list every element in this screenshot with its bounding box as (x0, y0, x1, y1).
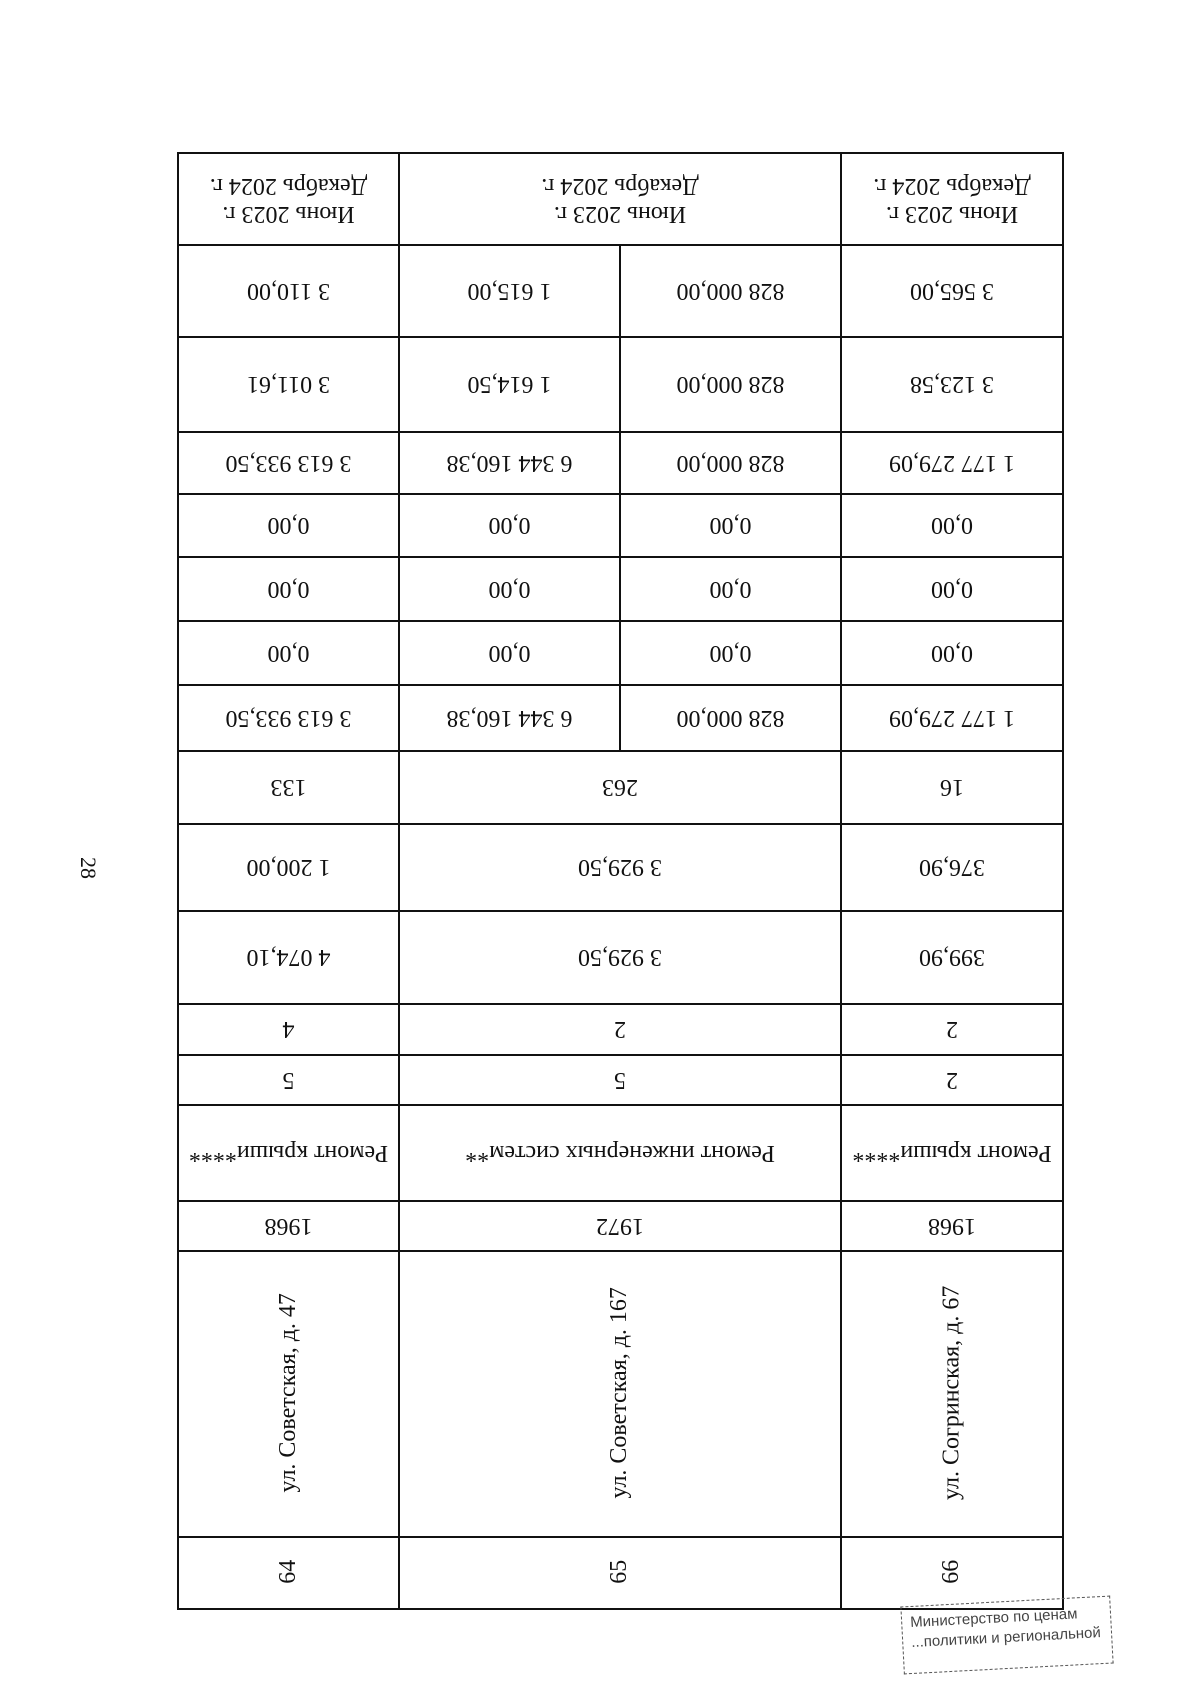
cell-value: 0,00 (488, 512, 531, 539)
cell-value: 1 615,00 (467, 277, 552, 304)
cell-value: 0,00 (931, 575, 973, 602)
year-built: 1968 (264, 1212, 313, 1239)
cell-value: 2 (946, 1066, 958, 1093)
address-cell (842, 1250, 1062, 1536)
cell-value: 3 929,50 (578, 944, 662, 971)
year-built: 1972 (596, 1212, 644, 1239)
cell-value: 1 614,50 (467, 371, 552, 398)
cell-value: 16 (940, 774, 964, 801)
cell-value: 3 613 933,50 (225, 704, 352, 731)
cell-value: 0,00 (931, 639, 973, 666)
cell-value: 0,00 (488, 639, 531, 666)
stamp-line1: Министерство по ценам (909, 1605, 1078, 1632)
cell-value: 133 (270, 774, 307, 801)
cell-value: 5 (282, 1066, 295, 1093)
period-line1: Июнь 2023 г. (885, 200, 1019, 227)
cell-value: 0,00 (267, 639, 310, 666)
stamp-line2: ...политики и региональной (910, 1623, 1102, 1651)
cell-value: 1 177 279,09 (889, 449, 1015, 476)
ministry-stamp (900, 1596, 1113, 1675)
cell-value: 1 200,00 (246, 854, 331, 881)
address: ул. Советская, д. 47 (274, 1293, 301, 1493)
cell-value: 4 074,10 (246, 944, 331, 971)
cell-value: 3 613 933,50 (225, 449, 352, 476)
cell-value: 3 110,00 (246, 277, 331, 304)
data-table (177, 152, 1064, 1610)
address-cell (179, 1250, 398, 1536)
cell-value: 3 565,00 (910, 277, 994, 304)
cell-value: 4 (282, 1016, 295, 1043)
cell-value: 828 000,00 (676, 704, 785, 731)
cell-value: 2 (614, 1016, 626, 1043)
period-cell (400, 154, 840, 244)
cell-value: 0,00 (709, 512, 752, 539)
cell-value: 376,90 (919, 854, 985, 881)
work-type: Ремонт крыши**** (852, 1139, 1052, 1166)
address-cell (400, 1250, 840, 1536)
cell-value: 6 344 160,38 (446, 704, 573, 731)
cell-value: 6 344 160,38 (446, 449, 573, 476)
page-number: 28 (76, 857, 101, 879)
cell-value: 0,00 (709, 639, 752, 666)
cell-value: 828 000,00 (676, 449, 785, 476)
period-cell (842, 154, 1062, 244)
work-type: Ремонт крыши**** (188, 1139, 389, 1166)
address: ул. Согринская, д. 67 (938, 1285, 965, 1501)
row-number-cell (400, 1536, 840, 1608)
cell-value: 3 011,61 (246, 371, 331, 398)
period-line2: Декабрь 2024 г. (873, 173, 1031, 199)
cell-value: 2 (946, 1016, 958, 1043)
period-line1: Июнь 2023 г. (553, 200, 687, 227)
cell-value: 0,00 (709, 575, 752, 602)
cell-value: 263 (602, 774, 638, 801)
cell-value: 0,00 (931, 512, 973, 539)
cell-value: 828 000,00 (676, 277, 785, 304)
work-type: Ремонт инженерных систем** (465, 1139, 775, 1166)
cell-value: 1 177 279,09 (889, 704, 1015, 731)
address: ул. Советская, д. 167 (606, 1287, 633, 1499)
year-built: 1968 (928, 1212, 976, 1239)
cell-value: 828 000,00 (676, 371, 785, 398)
period-line1: Июнь 2023 г. (222, 200, 355, 227)
cell-value: 5 (614, 1066, 626, 1093)
cell-value: 0,00 (488, 575, 531, 602)
period-cell (179, 154, 398, 244)
cell-value: 0,00 (267, 512, 310, 539)
row-number-cell (842, 1536, 1062, 1608)
row-number: 65 (606, 1560, 633, 1584)
period-line2: Декабрь 2024 г. (209, 173, 368, 199)
row-number-cell (179, 1536, 398, 1608)
cell-value: 0,00 (267, 575, 310, 602)
row-number: 64 (274, 1560, 301, 1584)
row-number: 66 (938, 1560, 965, 1584)
period-line2: Декабрь 2024 г. (541, 173, 699, 199)
cell-value: 3 929,50 (578, 854, 662, 881)
cell-value: 399,90 (919, 944, 985, 971)
cell-value: 3 123,58 (910, 371, 994, 398)
